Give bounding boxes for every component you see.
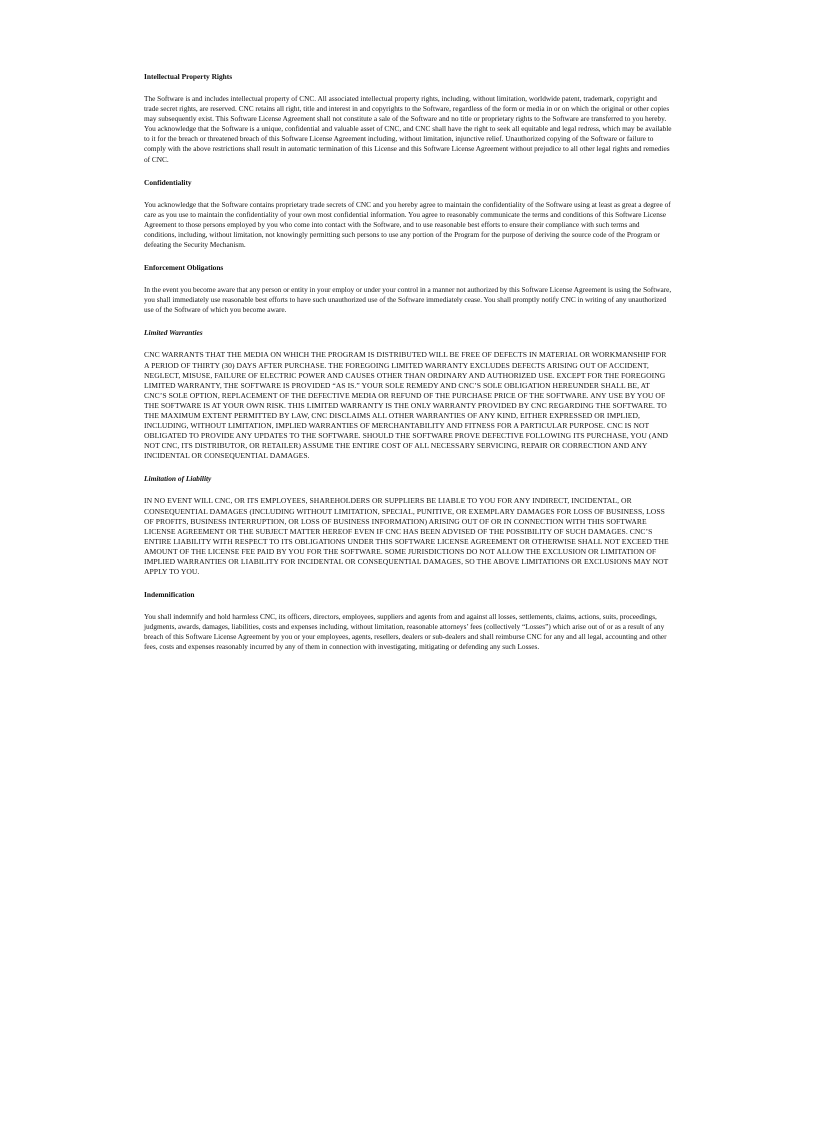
section-heading: Indemnification [144, 590, 195, 600]
section-body: In the event you become aware that any person or entity in your employ or under your control in a manner not authorized by this Software License Agreement is using the Software, you shall immediately use reasonable best efforts to have such unauthorized use of the Software immediately cease. You shall promptly notify CNC in writing of any unauthorized use of the Software of which you become aware. [144, 285, 672, 315]
section-heading: Limitation of Liability [144, 474, 212, 484]
section-body: You shall indemnify and hold harmless CNC, its officers, directors, employees, suppliers and agents from and against all losses, settlements, claims, actions, suits, proceedings, judgments, awards, damages, liabilities, costs and expenses including, without limitation, reasonable attorneys’ fees (collectively “Losses”) which arise out of or as a result of any breach of this Software License Agreement by you or your employees, agents, resellers, dealers or sub-dealers and shall reimburse CNC for any and all legal, accounting and other fees, costs and expenses reasonably incurred by any of them in connection with investigating, mitigating or defending any such Losses. [144, 612, 667, 652]
section-body: The Software is and includes intellectual property of CNC. All associated intellectual property rights, including, without limitation, worldwide patent, trademark, copyright and trade secret rights, are reserved. CNC retains all right, title and interest in and copyrights to the Software, regardless of the form or media in or on which the original or other copies may subsequently exist. This Software License Agreement shall not constitute a sale of the Software and no title or proprietary rights to the Software are transferred to you hereby. You acknowledge that the Software is a unique, confidential and valuable asset of CNC, and CNC shall have the right to seek all equitable and legal redress, which may be available to it for the breach or threatened breach of this Software License Agreement including, without limitation, injunctive relief. Unauthorized copying of the Software or failure to comply with the above restrictions shall result in automatic termination of this License and this Software License Agreement without prejudice to all other legal rights and remedies of CNC. [144, 94, 672, 164]
section-heading: Limited Warranties [144, 328, 203, 338]
section-confidentiality [144, 178, 672, 250]
license-document [144, 72, 672, 666]
section-limited-warranties [144, 328, 672, 461]
section-enforcement-obligations [144, 263, 672, 315]
section-indemnification [144, 590, 672, 652]
section-body: IN NO EVENT WILL CNC, OR ITS EMPLOYEES, SHAREHOLDERS OR SUPPLIERS BE LIABLE TO YOU FOR ANY INDIRECT, INCIDENTAL, OR CONSEQUENTIAL DAMAGES (INCLUDING WITHOUT LIMITATION, SPECIAL, PUNITIVE, OR EXEMPLARY DAMAGES FOR LOSS OF BUSINESS, LOSS OF PROFITS, BUSINESS INTERRUPTION, OR LOSS OF BUSINESS INFORMATION) ARISING OUT OF OR IN CONNECTION WITH THIS SOFTWARE LICENSE AGREEMENT OR THE SUBJECT MATTER HEREOF EVEN IF CNC HAS BEEN ADVISED OF THE POSSIBILITY OF SUCH DAMAGES. CNC’S ENTIRE LIABILITY WITH RESPECT TO ITS OBLIGATIONS UNDER THIS SOFTWARE LICENSE AGREEMENT OR OTHERWISE SHALL NOT EXCEED THE AMOUNT OF THE LICENSE FEE PAID BY YOU FOR THE SOFTWARE. SOME JURISDICTIONS DO NOT ALLOW THE EXCLUSION OR LIMITATION OF IMPLIED WARRANTIES OR LIABILITY FOR INCIDENTAL OR CONSEQUENTIAL DAMAGES, SO THE ABOVE LIMITATIONS OR EXCLUSIONS MAY NOT APPLY TO YOU. [144, 496, 669, 577]
section-heading: Intellectual Property Rights [144, 72, 233, 81]
section-heading: Enforcement Obligations [144, 263, 224, 273]
section-body: You acknowledge that the Software contains proprietary trade secrets of CNC and you hereby agree to maintain the confidentiality of the Software using at least as great a degree of care as you use to maintain the confidentiality of your own most confidential information. You agree to reasonably communicate the terms and conditions of this Software License Agreement to those persons employed by you who come into contact with the Software, and to use reasonable best efforts to ensure their compliance with such terms and conditions, including, without limitation, not knowingly permitting such persons to use any portion of the Program for the purpose of deriving the source code of the Program or defeating the Security Mechanism. [144, 199, 671, 250]
section-intellectual-property [144, 72, 672, 165]
section-limitation-of-liability [144, 474, 672, 577]
section-body: CNC WARRANTS THAT THE MEDIA ON WHICH THE PROGRAM IS DISTRIBUTED WILL BE FREE OF DEFECTS IN MATERIAL OR WORKMANSHIP FOR A PERIOD OF THIRTY (30) DAYS AFTER PURCHASE. THE FOREGOING LIMITED WARRANTY EXCLUDES DEFECTS ARISING OUT OF ACCIDENT, NEGLECT, MISUSE, FAILURE OF ELECTRIC POWER AND CAUSES OTHER THAN ORDINARY AND AUTHORIZED USE. EXCEPT FOR THE FOREGOING LIMITED WARRANTY, THE SOFTWARE IS PROVIDED “AS IS.” YOUR SOLE REMEDY AND CNC’S SOLE OBLIGATION HEREUNDER SHALL BE, AT CNC’S SOLE OPTION, REPLACEMENT OF THE DEFECTIVE MEDIA OR REFUND OF THE PURCHASE PRICE OF THE SOFTWARE. ANY USE BY YOU OF THE SOFTWARE IS AT YOUR OWN RISK. THIS LIMITED WARRANTY IS THE ONLY WARRANTY PROVIDED BY CNC REGARDING THE SOFTWARE. TO THE MAXIMUM EXTENT PERMITTED BY LAW, CNC DISCLAIMS ALL OTHER WARRANTIES OF ANY KIND, EITHER EXPRESSED OR IMPLIED, INCLUDING, WITHOUT LIMITATION, IMPLIED WARRANTIES OF MERCHANTABILITY AND FITNESS FOR A PARTICULAR PURPOSE. CNC IS NOT OBLIGATED TO PROVIDE ANY UPDATES TO THE SOFTWARE. SHOULD THE SOFTWARE PROVE DEFECTIVE FOLLOWING ITS PURCHASE, YOU (AND NOT CNC, ITS DISTRIBUTOR, OR RETAILER) ASSUME THE ENTIRE COST OF ALL NECESSARY SERVICING, REPAIR OR CORRECTION AND ANY INCIDENTAL OR CONSEQUENTIAL DAMAGES. [144, 350, 669, 461]
section-heading: Confidentiality [144, 177, 192, 187]
